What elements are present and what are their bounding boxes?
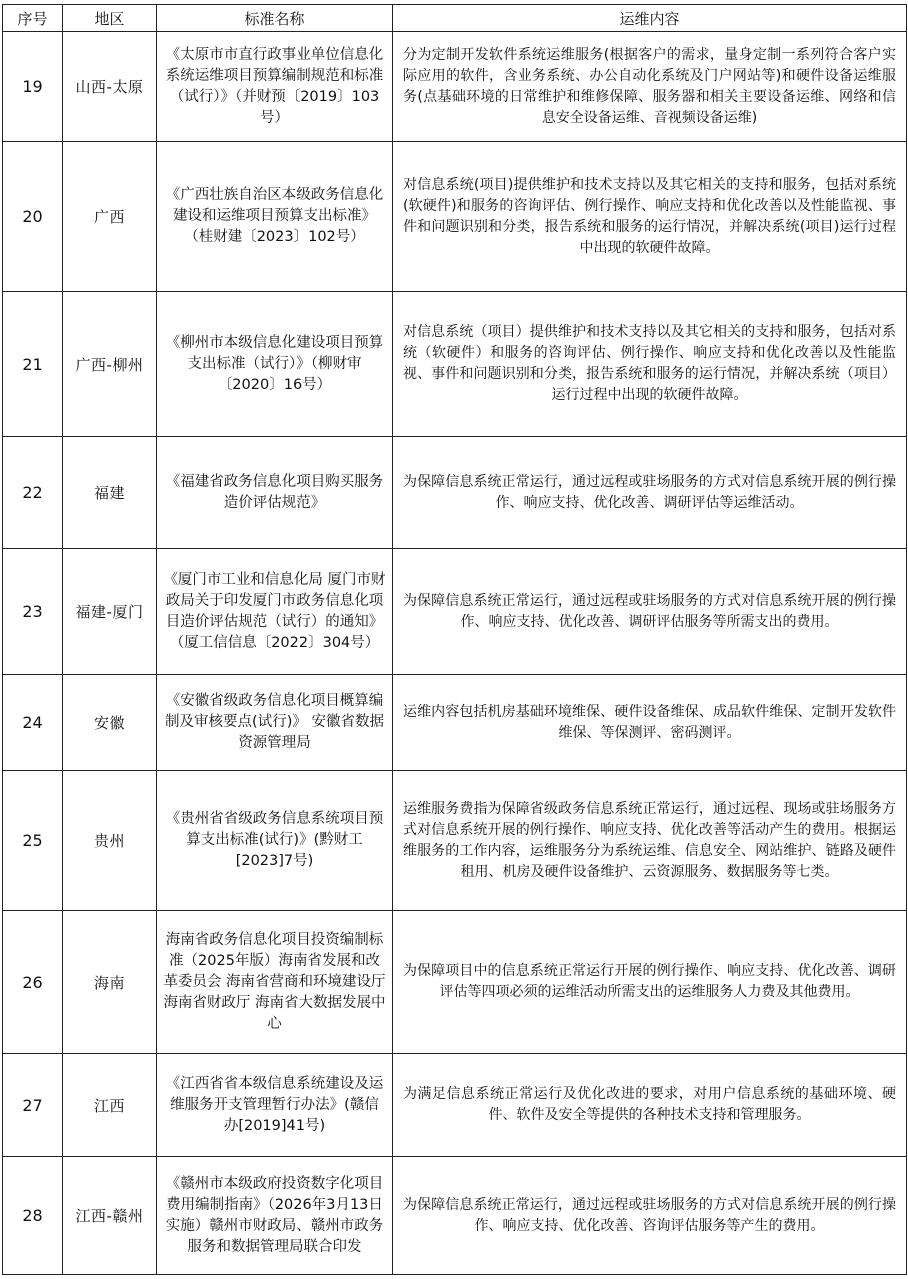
row-no: 24 (3, 675, 63, 771)
row-region: 福建 (63, 437, 157, 549)
table-row (3, 142, 907, 292)
table-row (3, 1054, 907, 1157)
row-region: 海南 (63, 911, 157, 1054)
row-region: 广西 (63, 142, 157, 292)
row-standard: 《赣州市本级政府投资数字化项目费用编制指南》（2026年3月13日实施）赣州市财政局、赣州市政务服务和数据管理局联合印发 (157, 1157, 393, 1275)
row-no: 20 (3, 142, 63, 292)
row-region: 江西-赣州 (63, 1157, 157, 1275)
row-content (393, 549, 907, 675)
row-content (393, 142, 907, 292)
row-content (393, 32, 907, 142)
row-content-text: 为满足信息系统正常运行及优化改进的要求，对用户信息系统的基础环境、硬件、软件及安全等提供的各种技术支持和管理服务。 (403, 1086, 896, 1123)
row-no: 28 (3, 1157, 63, 1275)
row-content (393, 771, 907, 911)
row-content-text: 分为定制开发软件系统运维服务(根据客户的需求，量身定制一系列符合客户实际应用的软件，含业务系统、办公自动化系统及门户网站等)和硬件设备运维服务(点基础环境的日常维护和维修保障、服务器和相关主要设备运维、网络和信息安全设备运维、音视频设备运维) (403, 46, 896, 126)
table-row (3, 549, 907, 675)
row-no: 19 (3, 32, 63, 142)
row-content (393, 675, 907, 771)
row-content-text: 对信息系统(项目)提供维护和技术支持以及其它相关的支持和服务，包括对系统(软硬件)和服务的咨询评估、例行操作、响应支持和优化改善以及性能监视、事件和问题识别和分类，报告系统和服务的运行情况，并解决系统(项目)运行过程中出现的软硬件故障。 (403, 176, 896, 256)
row-region: 广西-柳州 (63, 292, 157, 437)
row-no: 26 (3, 911, 63, 1054)
standards-table (2, 4, 907, 1275)
row-no: 23 (3, 549, 63, 675)
table-row (3, 437, 907, 549)
row-region: 江西 (63, 1054, 157, 1157)
row-standard: 《厦门市工业和信息化局 厦门市财政局关于印发厦门市政务信息化项目造价评估规范（试行）的通知》（厦工信信息〔2022〕304号） (157, 549, 393, 675)
row-no: 27 (3, 1054, 63, 1157)
row-content-text: 运维内容包括机房基础环境维保、硬件设备维保、成品软件维保、定制开发软件维保、等保测评、密码测评。 (403, 703, 896, 741)
table-row (3, 1157, 907, 1275)
row-standard: 《江西省省本级信息系统建设及运维服务开支管理暂行办法》(赣信办[2019]41号) (157, 1054, 393, 1157)
row-standard: 《广西壮族自治区本级政务信息化建设和运维项目预算支出标准》（桂财建〔2023〕102号） (157, 142, 393, 292)
row-standard: 《安徽省级政务信息化项目概算编制及审核要点(试行)》 安徽省数据资源管理局 (157, 675, 393, 771)
header-no: 序号 (3, 5, 63, 32)
row-region: 山西-太原 (63, 32, 157, 142)
table-row (3, 675, 907, 771)
table-row (3, 32, 907, 142)
row-standard: 《贵州省省级政务信息系统项目预算支出标准(试行)》(黔财工[2023]7号) (157, 771, 393, 911)
row-content-text: 对信息系统（项目）提供维护和技术支持以及其它相关的支持和服务，包括对系统（软硬件）和服务的咨询评估、例行操作、响应支持和优化改善以及性能监视、事件和问题识别和分类，报告系统和服务的运行情况，并解决系统（项目）运行过程中出现的软硬件故障。 (403, 324, 896, 403)
table-row (3, 292, 907, 437)
table-row (3, 911, 907, 1054)
row-no: 25 (3, 771, 63, 911)
row-content-text: 为保障信息系统正常运行，通过远程或驻场服务的方式对信息系统开展的例行操作、响应支持、优化改善、调研评估服务等所需支出的费用。 (403, 592, 896, 630)
row-content (393, 1157, 907, 1275)
row-standard: 《福建省政务信息化项目购买服务造价评估规范》 (157, 437, 393, 549)
row-no: 21 (3, 292, 63, 437)
row-content (393, 1054, 907, 1157)
header-standard: 标准名称 (157, 5, 393, 32)
row-content-text: 运维服务费指为保障省级政务信息系统正常运行，通过远程、现场或驻场服务方式对信息系统开展的例行操作、响应支持、优化改善等活动产生的费用。根据运维服务的工作内容，运维服务分为系统运维、信息安全、网站维护、链路及硬件租用、机房及硬件设备维护、云资源服务、数据服务等七类。 (403, 800, 896, 880)
header-region: 地区 (63, 5, 157, 32)
row-standard: 《柳州市本级信息化建设项目预算支出标准（试行）》（柳财审〔2020〕16号） (157, 292, 393, 437)
row-no: 22 (3, 437, 63, 549)
header-content: 运维内容 (393, 5, 907, 32)
table-header-row (3, 5, 907, 32)
row-content (393, 437, 907, 549)
row-standard: 《太原市市直行政事业单位信息化系统运维项目预算编制规范和标准（试行）》（并财预〔2019〕103号） (157, 32, 393, 142)
table-row (3, 771, 907, 911)
row-region: 贵州 (63, 771, 157, 911)
row-content-text: 为保障信息系统正常运行，通过远程或驻场服务的方式对信息系统开展的例行操作、响应支持、优化改善、调研评估等运维活动。 (403, 473, 896, 511)
row-content (393, 292, 907, 437)
row-content (393, 911, 907, 1054)
row-content-text: 为保障项目中的信息系统正常运行开展的例行操作、响应支持、优化改善、调研评估等四项必须的运维活动所需支出的运维服务人力费及其他费用。 (403, 963, 896, 1000)
row-region: 安徽 (63, 675, 157, 771)
row-region: 福建-厦门 (63, 549, 157, 675)
row-standard: 海南省政务信息化项目投资编制标准（2025年版）海南省发展和改革委员会 海南省营商和环境建设厅 海南省财政厅 海南省大数据发展中心 (157, 911, 393, 1054)
row-content-text: 为保障信息系统正常运行，通过远程或驻场服务的方式对信息系统开展的例行操作、响应支持、优化改善、咨询评估服务等产生的费用。 (403, 1196, 896, 1234)
